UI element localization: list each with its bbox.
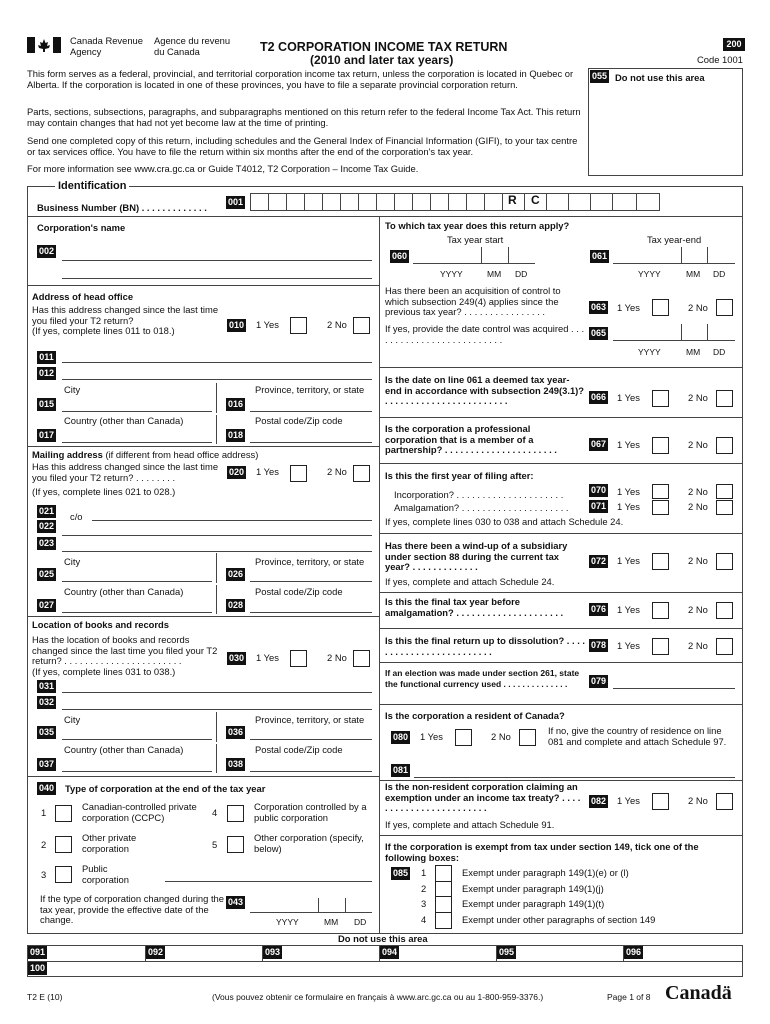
which-year-question: To which tax year does this return apply? xyxy=(385,220,570,231)
deemed-no-checkbox[interactable] xyxy=(716,390,733,407)
code-035: 035 xyxy=(38,727,55,737)
other-corp-label: Other corporation (specify, below) xyxy=(254,832,364,854)
dd-label: DD xyxy=(354,917,367,927)
deemed-question: Is the date on line 061 a deemed tax year-end in accordance with subsection 249(3.1)? . . . . . . . . . . . . . . . . . . . . . . . . xyxy=(385,374,585,406)
treaty-no-checkbox[interactable] xyxy=(716,793,733,810)
professional-no-checkbox[interactable] xyxy=(716,437,733,454)
yes-label: 1 Yes xyxy=(617,486,640,497)
books-line-1-input[interactable] xyxy=(62,678,372,693)
country-of-residence-input[interactable] xyxy=(414,761,735,778)
identification-title: Identification xyxy=(55,181,129,192)
tax-year-start-label: Tax year start xyxy=(447,234,504,245)
country-label: Country (other than Canada) xyxy=(64,415,184,426)
final-amalg-yes-checkbox[interactable] xyxy=(652,602,669,619)
mail-country-input[interactable] xyxy=(62,598,212,613)
ccpc-checkbox[interactable] xyxy=(55,805,72,822)
books-postal-input[interactable] xyxy=(250,757,372,772)
books-line-2-input[interactable] xyxy=(62,695,372,710)
mm-label: MM xyxy=(686,269,701,279)
code-032: 032 xyxy=(38,697,55,707)
no-label: 2 No xyxy=(327,652,347,663)
public-checkbox[interactable] xyxy=(55,866,72,883)
code-093: 093 xyxy=(264,947,281,957)
city-label: City xyxy=(64,384,81,395)
no-label: 2 No xyxy=(688,501,708,512)
code-066: 066 xyxy=(590,392,607,402)
province-input[interactable] xyxy=(250,397,372,412)
type-change-date-input[interactable] xyxy=(250,898,372,913)
amalgamation-label: Amalgamation? . . . . . . . . . . . . . . . . . . . . . xyxy=(394,502,569,513)
code-026: 026 xyxy=(227,569,244,579)
yes-label: 1 Yes xyxy=(617,555,640,566)
type-changed-text: If the type of corporation changed during the tax year, provide the effective date of the change. xyxy=(40,893,224,925)
postal-label: Postal code/Zip code xyxy=(255,586,343,597)
code-028: 028 xyxy=(227,600,244,610)
yes-label: 1 Yes xyxy=(617,302,640,313)
code-080: 080 xyxy=(392,732,409,742)
yyyy-label: YYYY xyxy=(638,347,661,357)
books-changed-no-checkbox[interactable] xyxy=(353,650,370,667)
yes-label: 1 Yes xyxy=(256,652,279,663)
code-017: 017 xyxy=(38,430,55,440)
controlled-by-public-label: Corporation controlled by a public corporation xyxy=(254,801,367,823)
care-of-label: c/o xyxy=(70,511,83,522)
form-title: T2 CORPORATION INCOME TAX RETURN xyxy=(260,40,508,54)
books-changed-question: Has the location of books and records changed since the last time you filed your T2 return? . . . . . . . . . . . . . . . . . . . . . . . xyxy=(32,634,218,666)
bottom-do-not-use: Do not use this area xyxy=(338,933,428,944)
yes-label: 1 Yes xyxy=(256,319,279,330)
mail-changed-no-checkbox[interactable] xyxy=(353,465,370,482)
city-input[interactable] xyxy=(62,397,212,412)
mail-line-2-input[interactable] xyxy=(62,537,372,552)
corp-name-label: Corporation's name xyxy=(37,222,126,233)
city-label: City xyxy=(64,714,81,725)
exempt-149-1-e-checkbox[interactable] xyxy=(435,865,452,882)
windup-yes-checkbox[interactable] xyxy=(652,553,669,570)
exempt-149-1-t-checkbox[interactable] xyxy=(435,896,452,913)
country-input[interactable] xyxy=(62,428,212,443)
other-private-checkbox[interactable] xyxy=(55,836,72,853)
code-011: 011 xyxy=(37,351,56,364)
address-line-1-input[interactable] xyxy=(62,347,372,363)
code-065: 065 xyxy=(590,328,607,338)
final-amalgamation-question: Is this the final tax year before amalgamation? . . . . . . . . . . . . . . . . . . . . . xyxy=(385,596,564,618)
code-023: 023 xyxy=(38,538,55,548)
mail-if-yes: (If yes, complete lines 021 to 028.) xyxy=(32,486,176,497)
exempt-2-number: 2 xyxy=(421,883,427,894)
corp-name-input-2[interactable] xyxy=(62,262,372,279)
code-030: 030 xyxy=(228,653,245,663)
nonresident-question: Is the non-resident corporation claiming an exemption under an income tax treaty? . . . . . . . . . . . . . . . . . . . . . . . . xyxy=(385,781,581,813)
code-020: 020 xyxy=(228,467,245,477)
intro-paragraph-4: For more information see www.cra.gc.ca or Guide T4012, T2 Corporation – Income Tax Guide. xyxy=(27,163,419,174)
mm-label: MM xyxy=(487,269,502,279)
no-label: 2 No xyxy=(688,486,708,497)
exempt-4-label: Exempt under other paragraphs of section 149 xyxy=(462,914,656,925)
amalgamation-no-checkbox[interactable] xyxy=(716,500,733,515)
postal-label: Postal code/Zip code xyxy=(255,415,343,426)
agency-french: Agence du revenu du Canada xyxy=(154,35,231,57)
incorporation-no-checkbox[interactable] xyxy=(716,484,733,499)
code-070: 070 xyxy=(590,485,607,495)
form-id: T2 E (10) xyxy=(27,992,63,1002)
exempt-1-label: Exempt under paragraph 149(1)(e) or (l) xyxy=(462,867,629,878)
yes-label: 1 Yes xyxy=(617,640,640,651)
bn-r: R xyxy=(508,193,517,207)
resident-note: If no, give the country of residence on line 081 and complete and attach Schedule 97. xyxy=(548,725,727,747)
no-label: 2 No xyxy=(688,640,708,651)
form-code-box: 200 xyxy=(723,38,745,51)
code-002: 002 xyxy=(38,246,55,256)
ccpc-label: Canadian-controlled private corporation (CCPC) xyxy=(82,801,197,823)
code-061: 061 xyxy=(591,251,608,261)
no-label: 2 No xyxy=(491,731,511,742)
professional-yes-checkbox[interactable] xyxy=(652,437,669,454)
year-end-input[interactable] xyxy=(613,247,735,264)
code-021: 021 xyxy=(38,506,55,516)
code-037: 037 xyxy=(38,759,55,769)
acquisition-date-label: If yes, provide the date control was acquired . . . . . . . . . . . . . . . . . . . . . . . . . . xyxy=(385,323,585,345)
page-number: Page 1 of 8 xyxy=(607,992,651,1002)
mail-changed-question: Has this address changed since the last time you filed your T2 return? . . . . . . . . xyxy=(32,461,219,483)
code-082: 082 xyxy=(590,796,607,806)
mm-label: MM xyxy=(324,917,339,927)
deemed-yes-checkbox[interactable] xyxy=(652,390,669,407)
yyyy-label: YYYY xyxy=(276,917,299,927)
code-015: 015 xyxy=(38,399,55,409)
windup-if-yes: If yes, complete and attach Schedule 24. xyxy=(385,576,555,587)
code-025: 025 xyxy=(38,569,55,579)
code-095: 095 xyxy=(498,947,515,957)
year-start-input[interactable] xyxy=(413,247,535,264)
books-changed-yes-checkbox[interactable] xyxy=(290,650,307,667)
code-038: 038 xyxy=(227,759,244,769)
code-081: 081 xyxy=(392,765,409,775)
code-067: 067 xyxy=(590,439,607,449)
country-label: Country (other than Canada) xyxy=(64,586,184,597)
mailing-title: Mailing address (if different from head office address) xyxy=(32,449,259,460)
exempt-3-label: Exempt under paragraph 149(1)(t) xyxy=(462,898,605,909)
canada-flag-icon xyxy=(27,37,61,53)
option-5-number: 5 xyxy=(212,839,218,850)
exempt-1-number: 1 xyxy=(421,867,427,878)
no-label: 2 No xyxy=(688,392,708,403)
professional-question: Is the corporation a professional corporation that is a member of a partnership? . . . . . . . . . . . . . . . . . . . . . . xyxy=(385,423,557,455)
code-001: 001 xyxy=(227,197,244,207)
code-022: 022 xyxy=(38,521,55,531)
addr-if-yes: (If yes, complete lines 011 to 018.) xyxy=(32,325,175,336)
code-100: 100 xyxy=(29,963,46,973)
final-return-yes-checkbox[interactable] xyxy=(652,638,669,655)
code-027: 027 xyxy=(38,600,55,610)
acquisition-date-input[interactable] xyxy=(613,324,735,341)
mail-line-1-input[interactable] xyxy=(62,522,372,536)
exempt-other-checkbox[interactable] xyxy=(435,912,452,929)
books-title: Location of books and records xyxy=(32,619,169,630)
province-label: Province, territory, or state xyxy=(255,714,365,725)
code-063: 063 xyxy=(590,302,607,312)
addr-changed-yes-checkbox[interactable] xyxy=(290,317,307,334)
code-094: 094 xyxy=(381,947,398,957)
exempt-question: If the corporation is exempt from tax under section 149, tick one of the following boxes: xyxy=(385,841,699,863)
no-label: 2 No xyxy=(688,302,708,313)
other-corp-checkbox[interactable] xyxy=(227,836,244,853)
dd-label: DD xyxy=(713,269,726,279)
code-078: 078 xyxy=(590,640,607,650)
corp-type-title: Type of corporation at the end of the tax year xyxy=(65,783,266,794)
windup-no-checkbox[interactable] xyxy=(716,553,733,570)
final-amalg-no-checkbox[interactable] xyxy=(716,602,733,619)
yes-label: 1 Yes xyxy=(256,466,279,477)
no-label: 2 No xyxy=(688,555,708,566)
exempt-2-label: Exempt under paragraph 149(1)(j) xyxy=(462,883,604,894)
form-subtitle: (2010 and later tax years) xyxy=(310,53,454,67)
public-label: Public corporation xyxy=(82,863,129,885)
books-if-yes: (If yes, complete lines 031 to 038.) xyxy=(32,666,176,677)
resident-question: Is the corporation a resident of Canada? xyxy=(385,710,565,721)
french-note: (Vous pouvez obtenir ce formulaire en français à www.arc.gc.ca ou au 1-800-959-3376.) xyxy=(212,992,544,1002)
canada-wordmark: Canadä xyxy=(665,982,732,1004)
country-label: Country (other than Canada) xyxy=(64,744,184,755)
books-province-input[interactable] xyxy=(250,725,372,740)
care-of-input[interactable] xyxy=(92,505,372,521)
addr-changed-question: Has this address changed since the last time you filed your T2 return? xyxy=(32,304,219,326)
bn-label: Business Number (BN) . . . . . . . . . . . . . xyxy=(37,202,207,213)
yyyy-label: YYYY xyxy=(440,269,463,279)
resident-yes-checkbox[interactable] xyxy=(455,729,472,746)
code-055: 055 xyxy=(591,71,608,81)
yes-label: 1 Yes xyxy=(420,731,443,742)
mail-city-input[interactable] xyxy=(62,567,212,582)
option-1-number: 1 xyxy=(41,807,47,818)
resident-no-checkbox[interactable] xyxy=(519,729,536,746)
corp-name-input-1[interactable] xyxy=(62,243,372,261)
do-not-use-box xyxy=(588,68,743,176)
amalgamation-yes-checkbox[interactable] xyxy=(652,500,669,515)
incorporation-label: Incorporation? . . . . . . . . . . . . . . . . . . . . . xyxy=(394,489,564,500)
bn-c: C xyxy=(531,193,540,207)
final-return-question: Is this the final return up to dissolution? . . . . . . . . . . . . . . . . . . . . . . . . . xyxy=(385,635,586,657)
mm-label: MM xyxy=(686,347,701,357)
treaty-yes-checkbox[interactable] xyxy=(652,793,669,810)
postal-label: Postal code/Zip code xyxy=(255,744,343,755)
nonresident-if-yes: If yes, complete and attach Schedule 91. xyxy=(385,819,555,830)
dd-label: DD xyxy=(713,347,726,357)
windup-question: Has there been a wind-up of a subsidiary under section 88 during the current tax year? . . . . . . . . . . . . . xyxy=(385,540,568,572)
code-079: 079 xyxy=(590,676,607,686)
no-label: 2 No xyxy=(688,439,708,450)
functional-currency-input[interactable] xyxy=(613,672,735,689)
acquisition-question: Has there been an acquisition of control to which subsection 249(4) applies since the previous tax year? . . . . . . . . . . . . . . . . xyxy=(385,285,561,317)
yyyy-label: YYYY xyxy=(638,269,661,279)
exempt-4-number: 4 xyxy=(421,914,427,925)
code-016: 016 xyxy=(227,399,244,409)
code-091: 091 xyxy=(29,947,46,957)
dd-label: DD xyxy=(515,269,528,279)
books-country-input[interactable] xyxy=(62,757,212,772)
incorporation-yes-checkbox[interactable] xyxy=(652,484,669,499)
other-private-label: Other private corporation xyxy=(82,832,137,854)
mail-province-input[interactable] xyxy=(250,567,372,582)
no-label: 2 No xyxy=(327,319,347,330)
intro-paragraph-2: Parts, sections, subsections, paragraphs, and subparagraphs mentioned on this return refer to the federal Income Tax Act. This return may contain changes that had not yet become law at the time of printing. xyxy=(27,106,581,128)
yes-label: 1 Yes xyxy=(617,439,640,450)
address-line-2-input[interactable] xyxy=(62,364,372,380)
yes-label: 1 Yes xyxy=(617,501,640,512)
election-question: If an election was made under section 261, state the functional currency used . . . . . . . . . . . . . . xyxy=(385,668,580,689)
intro-paragraph-3: Send one completed copy of this return, including schedules and the General Index of Financial Information (GIFI), to your tax centre or tax services office. You have to file the return within six months after the end of the corporation's tax year. xyxy=(27,135,578,157)
province-label: Province, territory, or state xyxy=(255,556,365,567)
acquisition-yes-checkbox[interactable] xyxy=(652,299,669,316)
books-city-input[interactable] xyxy=(62,725,212,740)
mail-postal-input[interactable] xyxy=(250,598,372,613)
code-040: 040 xyxy=(38,783,55,793)
code-012: 012 xyxy=(38,368,55,378)
code-036: 036 xyxy=(227,727,244,737)
no-label: 2 No xyxy=(688,795,708,806)
yes-label: 1 Yes xyxy=(617,392,640,403)
postal-input[interactable] xyxy=(250,428,372,443)
bn-input[interactable] xyxy=(250,193,660,211)
code-043: 043 xyxy=(227,897,244,907)
controlled-by-public-checkbox[interactable] xyxy=(227,805,244,822)
code-076: 076 xyxy=(590,604,607,614)
no-label: 2 No xyxy=(688,604,708,615)
option-3-number: 3 xyxy=(41,869,47,880)
code-018: 018 xyxy=(227,430,244,440)
mail-changed-yes-checkbox[interactable] xyxy=(290,465,307,482)
code-060: 060 xyxy=(391,251,408,261)
code-096: 096 xyxy=(625,947,642,957)
code-031: 031 xyxy=(38,681,55,691)
code-label: Code 1001 xyxy=(697,54,743,65)
addr-changed-no-checkbox[interactable] xyxy=(353,317,370,334)
do-not-use-label: Do not use this area xyxy=(615,72,705,83)
agency-english: Canada Revenue Agency xyxy=(70,35,143,57)
yes-label: 1 Yes xyxy=(617,604,640,615)
first-year-if-yes: If yes, complete lines 030 to 038 and attach Schedule 24. xyxy=(385,516,624,527)
province-label: Province, territory, or state xyxy=(255,384,365,395)
intro-paragraph-1: This form serves as a federal, provincial, and territorial corporation income tax return, unless the corporation is located in Quebec or Alberta. If the corporation is located in one of these provinces, you have to file a separate provincial corporation return. xyxy=(27,68,574,90)
head-office-title: Address of head office xyxy=(32,291,134,302)
acquisition-no-checkbox[interactable] xyxy=(716,299,733,316)
first-year-question: Is this the first year of filing after: xyxy=(385,470,534,481)
exempt-3-number: 3 xyxy=(421,898,427,909)
option-4-number: 4 xyxy=(212,807,218,818)
option-2-number: 2 xyxy=(41,839,47,850)
code-072: 072 xyxy=(590,556,607,566)
final-return-no-checkbox[interactable] xyxy=(716,638,733,655)
city-label: City xyxy=(64,556,81,567)
code-071: 071 xyxy=(590,501,607,511)
tax-year-end-label: Tax year-end xyxy=(647,234,702,245)
no-label: 2 No xyxy=(327,466,347,477)
other-corp-specify-input[interactable] xyxy=(165,867,372,882)
yes-label: 1 Yes xyxy=(617,795,640,806)
code-092: 092 xyxy=(147,947,164,957)
code-010: 010 xyxy=(228,320,245,330)
code-085: 085 xyxy=(392,868,409,878)
